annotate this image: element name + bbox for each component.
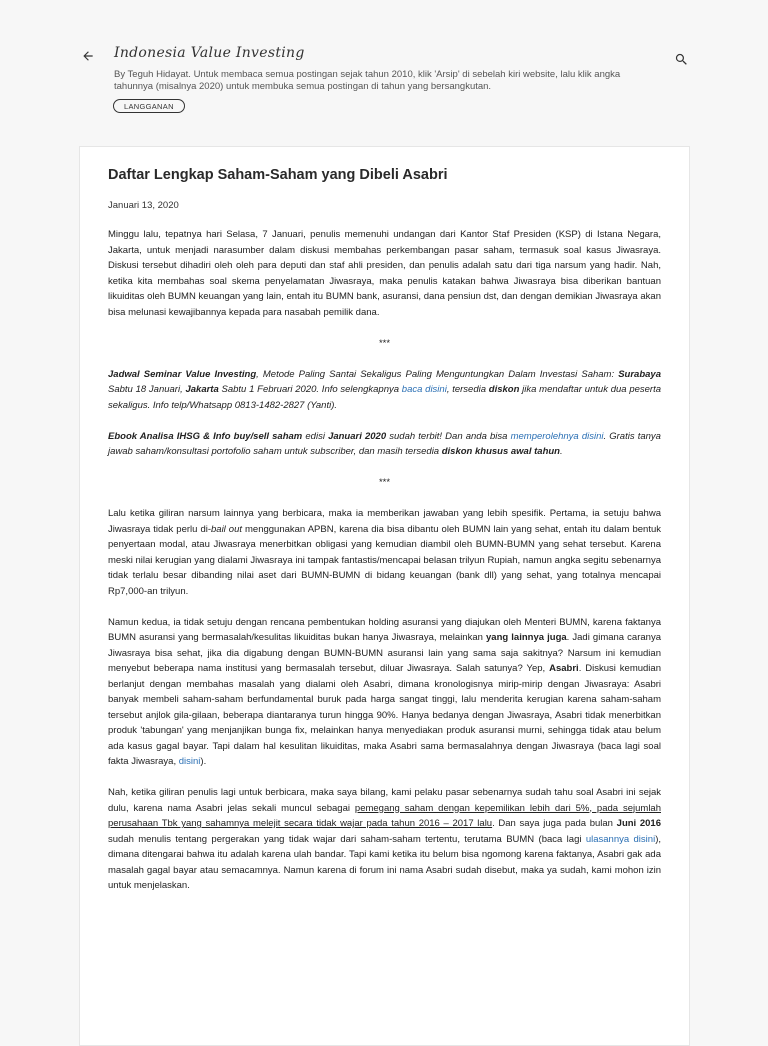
- shareholder-underlined-text: pemegang saham dengan kepemilikan lebih dari 5%, pada sejumlah perusahaan Tbk yang sahamnya melejit secara tidak wajar pada tahun 2016 – 2017 lalu: [108, 802, 661, 829]
- text-span: Asabri: [549, 663, 579, 674]
- text-span: diskon khusus awal tahun: [441, 446, 560, 457]
- text-span: , Metode Paling Santai Sekaligus Paling Menguntungkan Dalam Investasi Saham:: [256, 368, 619, 380]
- ebook-link[interactable]: memperolehnya disini: [510, 430, 604, 442]
- text-span: Juni 2016: [616, 818, 661, 829]
- text-span: Sabtu 1 Februari 2020. Info selengkapnya: [218, 384, 402, 395]
- seminar-link[interactable]: baca disini: [401, 384, 447, 395]
- text-span: Januari 2020: [328, 430, 387, 442]
- search-button[interactable]: [671, 49, 691, 69]
- text-span: edisi: [302, 430, 329, 442]
- text-span: ), dimana ditengarai bahwa itu adalah karena ulah bandar. Tapi kami ketika itu belum bisa ngomong karena faktanya, Asabri gak ada masalah gagal bayar atau semacamnya. Namun karena di forum ini nama Asabri sudah disebut, maka ya sudah, kami mohon izin untuk menjelaskan.: [108, 833, 661, 891]
- post-body: [108, 227, 661, 894]
- separator: ***: [378, 337, 391, 349]
- text-span: . Jadi gimana caranya Jiwasraya bisa sehat, jika dia digabung dengan BUMN-BUMN asuransi lain yang sama saja sakitnya? Narsum ini kemudian menyebut beberapa nama institusi yang bermasalah tersebut, diluar Jiwasraya. Salah satunya? Yep,: [108, 632, 661, 674]
- review-link[interactable]: ulasannya disini: [585, 833, 656, 845]
- text-span: , tersedia: [446, 384, 489, 395]
- text-span: . Gratis tanya jawab saham/konsultasi portofolio saham untuk subscriber, dan masih tersedia: [108, 430, 661, 457]
- paragraph-3: [108, 615, 661, 770]
- post-card: [79, 146, 690, 1046]
- seminar-heading: Jadwal Seminar Value Investing: [108, 368, 257, 380]
- post: [108, 147, 661, 909]
- back-button[interactable]: [78, 46, 98, 66]
- text-span: ).: [200, 756, 207, 767]
- paragraph-1: Minggu lalu, tepatnya hari Selasa, 7 Januari, penulis memenuhi undangan dari Kantor Staf Presiden (KSP) di Istana Negara, Jakarta, untuk menjadi narasumber dalam diskusi membahas perkembangan pasar saham, termasuk soal kasus Jiwasraya. Diskusi tersebut dihadiri oleh oleh para deputi dan staf ahli presiden, dan penulis adalah satu dari tiga narsum yang hadir. Nah, ketika kita membahas soal skema penyelamatan Jiwasraya, maka penulis katakan bahwa Jiwasraya bisa diberikan bantuan likuiditas oleh BUMN keuangan yang lain, entah itu BUMN bank, asuransi, dana pensiun dst, dan dengan demikian Jiwasraya akan bisa melunasi kewajibannya kepada para nasabah pemilik dana.: [108, 229, 661, 318]
- text-span: bail out: [211, 523, 242, 535]
- text-span: Sabtu 18 Januari,: [108, 384, 186, 395]
- text-span: sudah menulis tentang pergerakan yang tidak wajar dari saham-saham tertentu, terutama BUMN (baca lagi: [108, 833, 586, 845]
- ebook-heading: Ebook Analisa IHSG & Info buy/sell saham: [108, 430, 303, 442]
- text-span: Namun kedua, ia tidak setuju dengan rencana pembentukan holding asuransi yang diajukan oleh Menteri BUMN, karena faktanya BUMN asuransi yang bermasalah/kesulitas likuiditas bukan hanya Jiwasraya, melainkan: [108, 616, 661, 643]
- seminar-announcement: [108, 367, 661, 414]
- ebook-announcement: [108, 429, 661, 460]
- subscribe-button[interactable]: LANGGANAN: [113, 99, 185, 113]
- text-span: Surabaya: [618, 368, 661, 380]
- text-span: diskon: [488, 384, 520, 395]
- blog-description: By Teguh Hidayat. Untuk membaca semua postingan sejak tahun 2010, klik 'Arsip' di sebelah kiri website, lalu klik angka tahunnya (misalnya 2020) untuk membuka semua postingan di tahun yang bersangkutan.: [114, 69, 621, 92]
- blog-header: [0, 0, 768, 140]
- text-span: . Diskusi kemudian berlanjut dengan membahas masalah yang dialami oleh Asabri, dimana kronologisnya mirip-mirip dengan Jiwasraya: Asabri banyak membeli saham-saham berfundamental buruk pada harga sangat tinggi, lalu menderita kerugian karena saham-saham tersebut anjlok gila-gilaan, beberapa diantaranya turun hingga 90%. Hanya bedanya dengan Jiwasraya, Asabri tidak menerbitkan produk 'tabungan' yang menjanjikan bunga fix, melainkan hanya menyediakan produk asuransi murni, sehingga tidak atau belum ada kasus gagal bayar. Tapi dalam hal kesulitan likuiditas, maka Asabri sama bermasalahnya dengan Jiwasraya (baca lagi soal fakta Jiwasraya,: [108, 663, 661, 767]
- text-span: Lalu ketika giliran narsum lainnya yang berbicara, maka ia memberikan jawaban yang lebih spesifik. Pertama, ia setuju bahwa Jiwasraya tidak perlu di-: [108, 508, 661, 535]
- post-title[interactable]: Daftar Lengkap Saham-Saham yang Dibeli Asabri: [108, 167, 448, 183]
- text-span: jika mendaftar untuk dua peserta sekaligus. Info telp/Whatsapp 0813-1482-2827 (Yanti).: [108, 384, 662, 411]
- text-span: sudah terbit! Dan anda bisa: [386, 430, 511, 442]
- paragraph-4: [108, 785, 661, 894]
- text-span: .: [559, 446, 563, 457]
- paragraph-2: [108, 506, 661, 599]
- text-span: Jakarta: [185, 384, 219, 395]
- separator: ***: [378, 477, 391, 488]
- post-date[interactable]: Januari 13, 2020: [108, 200, 179, 211]
- blog-title[interactable]: Indonesia Value Investing: [114, 45, 305, 61]
- text-span: Nah, ketika giliran penulis lagi untuk berbicara, maka saya bilang, kami pelaku pasar sebenarnya sudah tahu soal Asabri ini sejak dulu, karena nama Asabri jelas sekali muncul sebagai: [108, 787, 661, 814]
- text-span: yang lainnya juga: [486, 632, 567, 643]
- arrow-left-icon: [81, 49, 95, 63]
- search-icon: [674, 52, 689, 67]
- text-span: menggunakan APBN, karena dia bisa dibantu oleh BUMN lain yang sehat, entah itu dalam bentuk penyertaan modal, atau Jiwasraya menerbitkan obligasi yang kemudian diambil oleh BUMN-BUMN yang sehat tersebut. Karena meski nilai kerugian yang dialami Jiwasraya ini tampak fantastis/mencapai belasan trilyun Rupiah, namun angka segitu sebenarnya tidak terlalu besar dibanding nilai aset dari BUMN-BUMN di bidang keuangan (bank dll) yang sehat, yang totalnya mencapai Rp7,000-an trilyun.: [108, 523, 661, 597]
- jiwasraya-link[interactable]: disini: [178, 756, 201, 767]
- text-span: . Dan saya juga pada bulan: [492, 818, 617, 829]
